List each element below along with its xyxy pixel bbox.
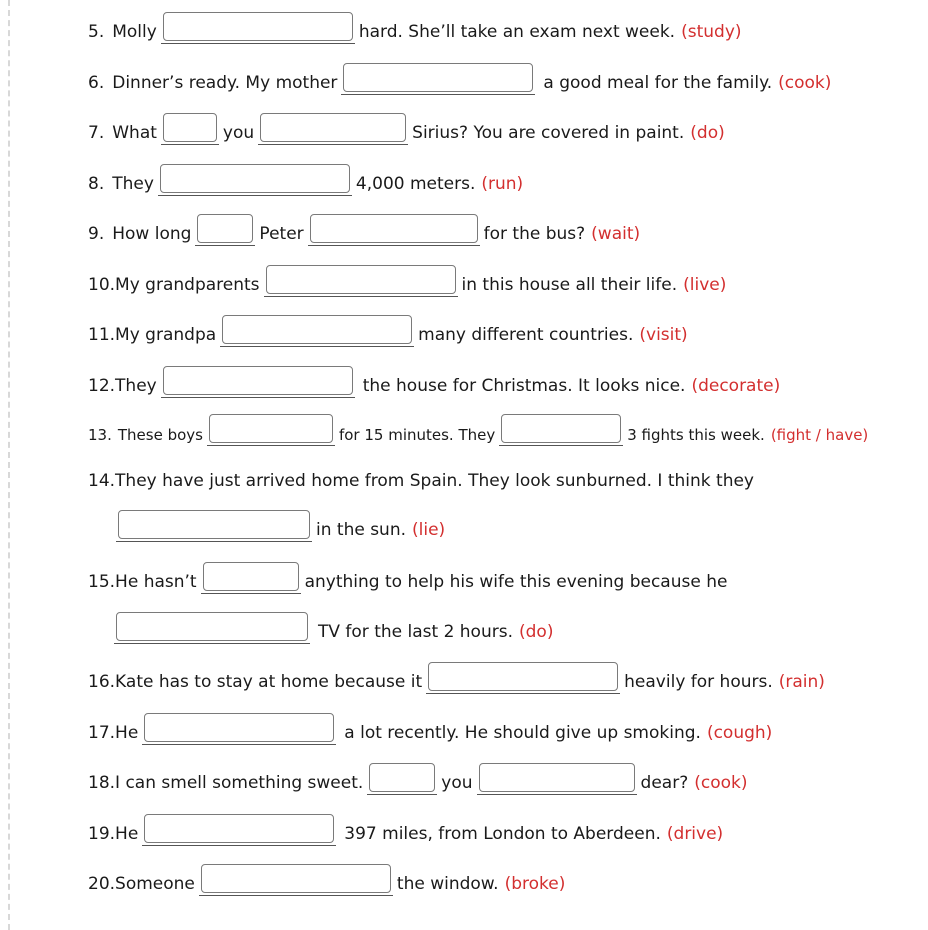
sentence-text: for the bus? — [483, 224, 586, 244]
verb-hint: (cook) — [778, 73, 832, 93]
answer-blank — [258, 113, 408, 145]
answer-input[interactable] — [203, 562, 299, 591]
sentence-text: Molly — [112, 22, 157, 42]
sentence-text: the window. — [396, 874, 499, 894]
sentence-text: He hasn’t — [115, 572, 197, 592]
sentence-text: in the sun. — [316, 520, 407, 540]
answer-input[interactable] — [479, 763, 635, 792]
sentence-text: TV for the last 2 hours. — [318, 622, 513, 642]
verb-hint: (cook) — [694, 773, 748, 793]
sentence-text: 4,000 meters. — [355, 174, 476, 194]
answer-blank — [142, 814, 336, 846]
answer-blank — [161, 366, 355, 398]
verb-hint: (lie) — [412, 520, 446, 540]
answer-input[interactable] — [118, 510, 310, 539]
answer-blank — [207, 414, 335, 446]
exercise-line-5 — [88, 12, 742, 44]
item-number: 14. — [88, 471, 116, 491]
verb-hint: (do) — [519, 622, 554, 642]
sentence-text: They — [112, 174, 154, 194]
answer-input[interactable] — [266, 265, 456, 294]
exercise-line-9 — [88, 214, 640, 246]
verb-hint: (visit) — [639, 325, 688, 345]
verb-hint: (live) — [683, 275, 727, 295]
sentence-text: I can smell something sweet. — [115, 773, 364, 793]
item-number: 16. — [88, 672, 116, 692]
answer-blank — [158, 164, 352, 196]
exercise-line-17 — [88, 713, 772, 745]
answer-blank — [264, 265, 458, 297]
answer-input[interactable] — [163, 366, 353, 395]
verb-hint: (fight / have) — [770, 426, 869, 444]
answer-blank — [341, 63, 535, 95]
answer-input[interactable] — [260, 113, 406, 142]
exercise-line-14-cont — [112, 510, 445, 542]
exercise-line-6 — [88, 63, 831, 95]
sentence-text: They have just arrived home from Spain. They look sunburned. I think they — [115, 471, 754, 491]
answer-blank — [477, 763, 637, 795]
item-number: 11. — [88, 325, 116, 345]
sentence-text: in this house all their life. — [461, 275, 678, 295]
answer-blank — [199, 864, 393, 896]
verb-hint: (decorate) — [691, 376, 781, 396]
sentence-text: Peter — [259, 224, 304, 244]
verb-hint: (study) — [681, 22, 742, 42]
sentence-text: the house for Christmas. It looks nice. — [362, 376, 686, 396]
answer-input[interactable] — [369, 763, 435, 792]
verb-hint: (drive) — [666, 824, 724, 844]
exercise-line-15-cont — [110, 612, 553, 644]
sentence-text: many different countries. — [418, 325, 634, 345]
sentence-text: you — [222, 123, 255, 143]
sentence-text: My grandpa — [115, 325, 217, 345]
answer-input[interactable] — [310, 214, 478, 243]
answer-input[interactable] — [222, 315, 412, 344]
sentence-text: a good meal for the family. — [543, 73, 773, 93]
verb-hint: (broke) — [504, 874, 566, 894]
answer-blank — [142, 713, 336, 745]
exercise-line-20 — [88, 864, 565, 896]
exercise-line-11 — [88, 315, 688, 347]
sentence-text: He — [115, 824, 139, 844]
sentence-text: These boys — [117, 426, 203, 444]
item-number: 9. — [88, 224, 105, 244]
answer-blank — [426, 662, 620, 694]
sentence-text: They — [115, 376, 157, 396]
item-number: 6. — [88, 73, 105, 93]
sentence-text: Sirius? You are covered in paint. — [412, 123, 685, 143]
exercise-line-8 — [88, 164, 523, 196]
page-border — [8, 0, 10, 930]
sentence-text: for 15 minutes. They — [338, 426, 496, 444]
answer-input[interactable] — [343, 63, 533, 92]
exercise-line-18 — [88, 763, 748, 795]
sentence-text: anything to help his wife this evening because he — [304, 572, 728, 592]
answer-blank — [195, 214, 255, 246]
exercise-line-13 — [88, 414, 868, 446]
sentence-text: you — [441, 773, 473, 793]
item-number: 15. — [88, 572, 116, 592]
answer-input[interactable] — [163, 12, 353, 41]
answer-input[interactable] — [209, 414, 333, 443]
item-number: 18. — [88, 773, 116, 793]
sentence-text: dear? — [640, 773, 689, 793]
exercise-line-10 — [88, 265, 726, 297]
sentence-text: Dinner’s ready. My mother — [112, 73, 338, 93]
sentence-text: 3 fights this week. — [627, 426, 765, 444]
item-number: 12. — [88, 376, 116, 396]
answer-blank — [201, 562, 301, 594]
item-number: 17. — [88, 723, 116, 743]
sentence-text: hard. She’ll take an exam next week. — [358, 22, 676, 42]
exercise-line-12 — [88, 366, 780, 398]
item-number: 5. — [88, 22, 105, 42]
item-number: 10. — [88, 275, 116, 295]
item-number: 20. — [88, 874, 116, 894]
answer-blank — [308, 214, 480, 246]
answer-input[interactable] — [163, 113, 217, 142]
sentence-text: heavily for hours. — [624, 672, 773, 692]
sentence-text: What — [112, 123, 157, 143]
exercise-line-16 — [88, 662, 825, 694]
sentence-text: Someone — [115, 874, 195, 894]
answer-blank — [220, 315, 414, 347]
verb-hint: (do) — [690, 123, 725, 143]
sentence-text: Kate has to stay at home because it — [115, 672, 423, 692]
item-number: 8. — [88, 174, 105, 194]
exercise-line-14 — [88, 461, 754, 493]
sentence-text: He — [115, 723, 139, 743]
answer-input[interactable] — [428, 662, 618, 691]
item-number: 7. — [88, 123, 105, 143]
answer-blank — [499, 414, 623, 446]
verb-hint: (rain) — [778, 672, 825, 692]
answer-input[interactable] — [501, 414, 621, 443]
answer-input[interactable] — [144, 814, 334, 843]
exercise-line-15 — [88, 562, 727, 594]
answer-input[interactable] — [197, 214, 253, 243]
sentence-text: 397 miles, from London to Aberdeen. — [344, 824, 661, 844]
answer-blank — [114, 612, 310, 644]
sentence-text: My grandparents — [115, 275, 260, 295]
answer-input[interactable] — [116, 612, 308, 641]
answer-input[interactable] — [160, 164, 350, 193]
answer-blank — [116, 510, 312, 542]
verb-hint: (wait) — [591, 224, 641, 244]
answer-blank — [161, 113, 219, 145]
item-number: 13. — [88, 426, 112, 444]
verb-hint: (run) — [481, 174, 524, 194]
exercise-line-19 — [88, 814, 723, 846]
sentence-text: How long — [112, 224, 192, 244]
exercise-line-7 — [88, 113, 725, 145]
item-number: 19. — [88, 824, 116, 844]
sentence-text: a lot recently. He should give up smoking. — [344, 723, 701, 743]
answer-input[interactable] — [201, 864, 391, 893]
answer-blank — [367, 763, 437, 795]
answer-blank — [161, 12, 355, 44]
answer-input[interactable] — [144, 713, 334, 742]
verb-hint: (cough) — [706, 723, 773, 743]
